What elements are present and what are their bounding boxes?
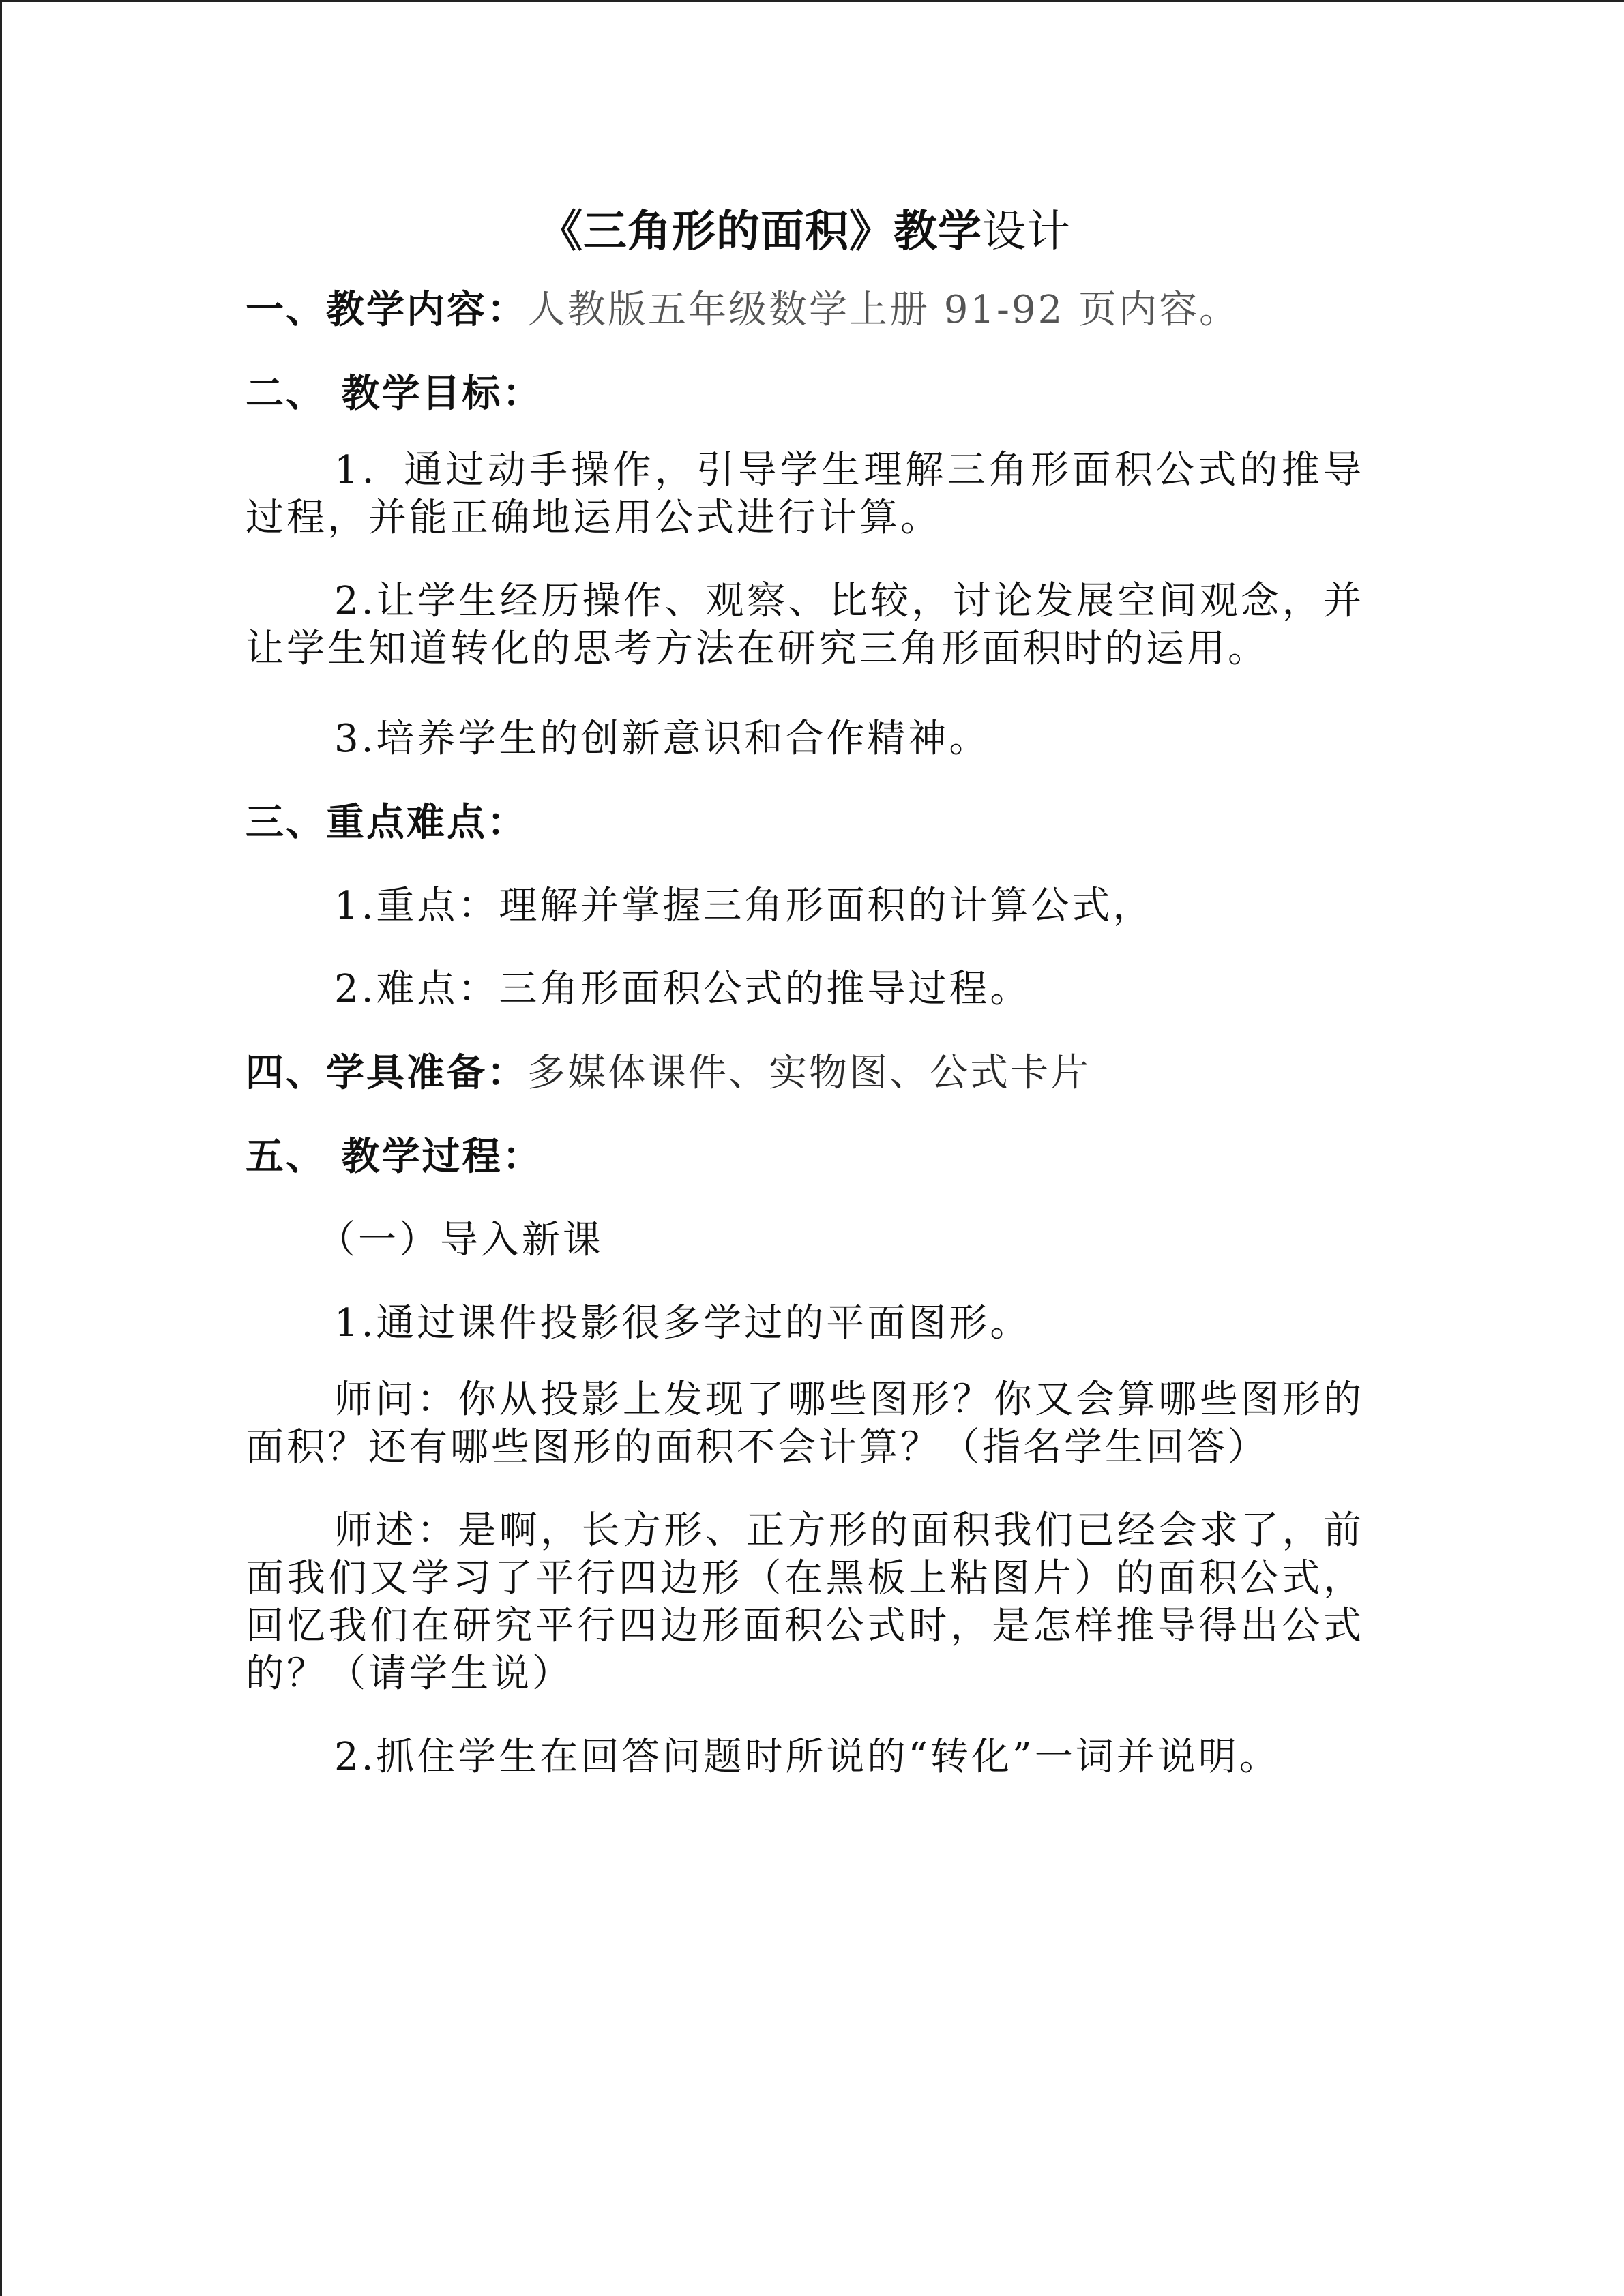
goal-item: 3.培养学生的创新意识和合作精神。 [334, 717, 990, 761]
keypoint-item: 1.重点：理解并掌握三角形面积的计算公式， [334, 884, 1154, 928]
process-item: 师问：你从投影上发现了哪些图形？你又会算哪些图形的面积？还有哪些图形的面积不会计算？（指名学生回答） [246, 1377, 1364, 1470]
section-value: 人教版五年级数学上册 91-92 页内容。 [527, 288, 1240, 332]
keypoint-item: 2.难点：三角形面积公式的推导过程。 [334, 967, 1031, 1011]
title-suffix: 设计 [982, 207, 1071, 257]
document-page [246, 194, 1364, 1817]
section-label: 四、学具准备： [246, 1050, 527, 1095]
left-border-line [0, 0, 2, 2296]
section-materials [246, 1042, 1364, 1104]
part-one-title: （一）导入新课 [317, 1218, 604, 1262]
section-teaching-goals [246, 363, 1364, 425]
process-item: 1.通过课件投影很多学过的平面图形。 [334, 1301, 1031, 1345]
process-item: 2.抓住学生在回答问题时所说的“转化”一词并说明。 [334, 1735, 1280, 1779]
section-label: 五、 教学过程： [246, 1134, 543, 1179]
title-main: 《三角形的面积》教学 [539, 206, 982, 257]
section-label: 三、重点难点： [246, 800, 527, 845]
section-label: 一、教学内容： [246, 287, 527, 332]
goal-item: 2.让学生经历操作、观察、比较，讨论发展空间观念，并让学生知道转化的思考方法在研究三角形面积时的运用。 [246, 579, 1364, 671]
section-value: 多媒体课件、实物图、公式卡片 [527, 1051, 1091, 1095]
section-teaching-process [246, 1126, 1364, 1188]
section-key-points [246, 792, 1364, 854]
section-label: 二、 教学目标： [246, 371, 543, 416]
goal-item: 1．通过动手操作，引导学生理解三角形面积公式的推导过程，并能正确地运用公式进行计算。 [246, 448, 1364, 540]
top-border-line [0, 0, 1624, 2]
process-item: 师述：是啊，长方形、正方形的面积我们已经会求了，前面我们又学习了平行四边形（在黑板上粘图片）的面积公式，回忆我们在研究平行四边形面积公式时，是怎样推导得出公式的？（请学生说） [246, 1508, 1364, 1696]
document-title [246, 194, 1364, 269]
section-teaching-content [246, 279, 1364, 341]
